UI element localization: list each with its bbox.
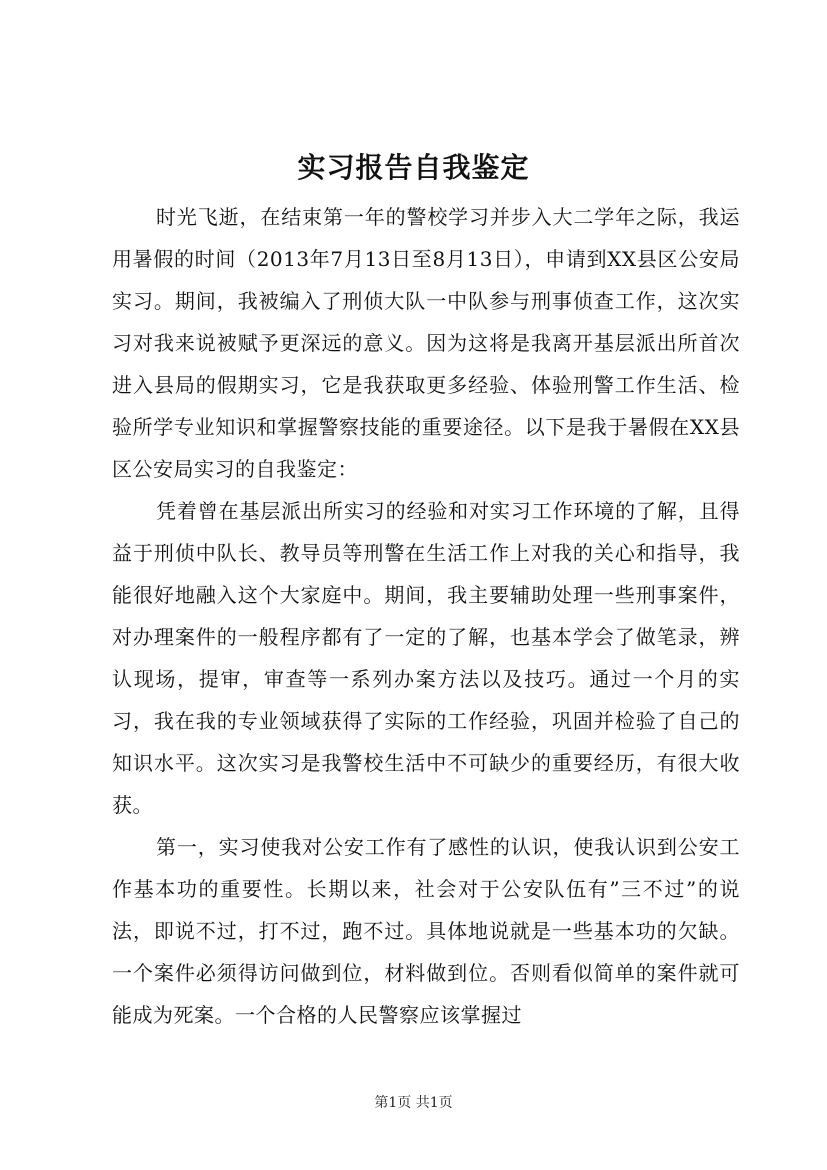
paragraph-3: 第一，实习使我对公安工作有了感性的认识，使我认识到公安工作基本功的重要性。长期以来，社会对于公安队伍有”三不过”的说法，即说不过，打不过，跑不过。具体地说就是一些基本功的欠缺。一个案件必须得访问做到位，材料做到位。否则看似简单的案件就可能成为死案。一个合格的人民警察应该掌握过 — [112, 835, 740, 1027]
paragraph-2: 凭着曾在基层派出所实习的经验和对实习工作环境的了解，且得益于刑侦中队长、教导员等刑警在生活工作上对我的关心和指导，我能很好地融入这个大家庭中。期间，我主要辅助处理一些刑事案件，对办理案件的一般程序都有了一定的了解，也基本学会了做笔录，辨认现场，提审，审查等一系列办案方法以及技巧。通过一个月的实习，我在我的专业领域获得了实际的工作经验，巩固并检验了自己的知识水平。这次实习是我警校生活中不可缺少的重要经历，有很大收获。 — [112, 499, 740, 817]
paragraph-1: 时光飞逝，在结束第一年的警校学习并步入大二学年之际，我运用暑假的时间（2013年7月13日至8月13日），申请到XX县区公安局实习。期间，我被编入了刑侦大队一中队参与刑事侦查工作，这次实习对我来说被赋予更深远的意义。因为这将是我离开基层派出所首次进入县局的假期实习，它是我获取更多经验、体验刑警工作生活、检验所学专业知识和掌握警察技能的重要途径。以下是我于暑假在XX县区公安局实习的自我鉴定： — [112, 205, 740, 481]
document-title: 实习报告自我鉴定 — [297, 151, 530, 184]
document-body — [112, 196, 740, 1036]
page-footer: 第1页 共1页 — [374, 1095, 453, 1111]
